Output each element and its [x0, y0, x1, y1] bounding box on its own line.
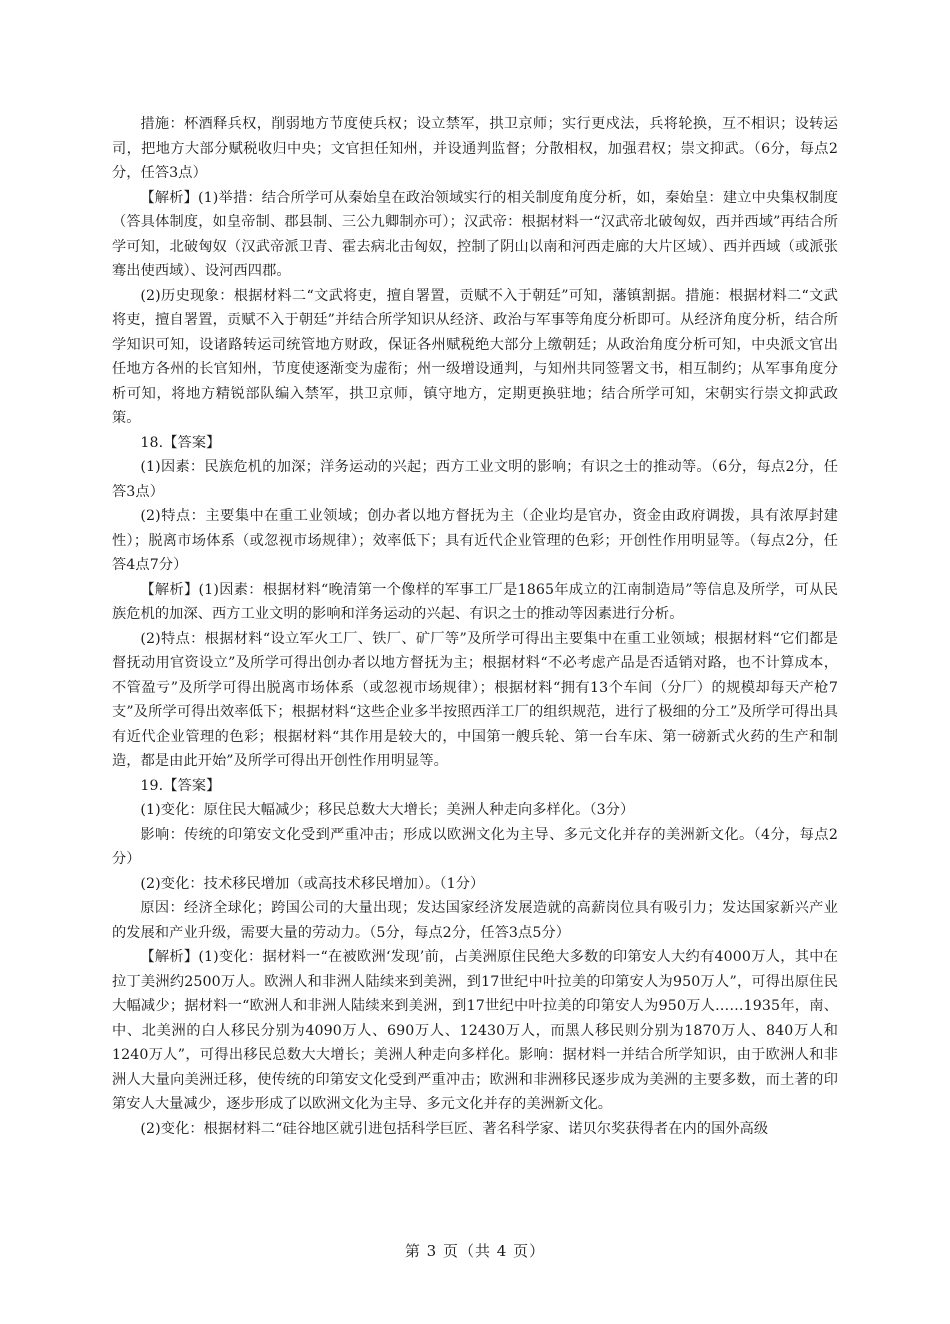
heading-answer-18: 18.【答案】 — [140, 434, 221, 451]
paragraph-analysis-19-2: (2)变化：根据材料二“硅谷地区就引进包括科学巨匠、著名科学家、诺贝尔奖获得者在内的国外高级 — [140, 1120, 769, 1137]
paragraph-analysis-19-1: 【解析】(1)变化：据材料一“在被欧洲‘发现’前，占美洲原住民绝大多数的印第安人大约有4000万人，其中在拉丁美洲约2500万人。欧洲人和非洲人陆续来到美洲，到17世纪中叶拉美的印第安人为950万人”，可得出原住民大幅减少；据材料一“欧洲人和非洲人陆续来到美洲，到17世纪中叶拉美的印第安人为950万人……1935年，南、中、北美洲的白人移民分别为4090万人、690万人、12430万人，而黑人移民则分别为1870万人、840万人和1240万人”，可得出移民总数大大增长；美洲人种走向多样化。影响：据材料一并结合所学知识，由于欧洲人和非洲人大量向美洲迁移，使传统的印第安文化受到严重冲击；欧洲和非洲移民逐步成为美洲的主要多数，而土著的印第安人大量减少，逐步形成了以欧洲文化为主导、多元文化并存的美洲新文化。 — [112, 949, 838, 1112]
paragraph-answer-19-2-change: (2)变化：技术移民增加（或高技术移民增加）。（1分） — [140, 875, 485, 892]
paragraph-answer-19-1-impact: 影响：传统的印第安文化受到严重冲击；形成以欧洲文化为主导、多元文化并存的美洲新文化。（4分，每点2分） — [112, 826, 838, 867]
paragraph-answer-19-1-change: (1)变化：原住民大幅减少；移民总数大大增长；美洲人种走向多样化。（3分） — [140, 802, 635, 818]
page-number-footer: 第 3 页（共 4 页） — [404, 1242, 546, 1260]
paragraph-answer-18-2: (2)特点：主要集中在重工业领域；创办者以地方督抚为主（企业均是官办，资金由政府调拨，具有浓厚封建性）；脱离市场体系（或忽视市场规律）；效率低下；具有近代企业管理的色彩；开创性作用明显等。（每点2分，任答4点7分） — [112, 508, 838, 573]
paragraph-answer-19-2-reason: 原因：经济全球化；跨国公司的大量出现；发达国家经济发展造就的高薪岗位具有吸引力；发达国家新兴产业的发展和产业升级，需要大量的劳动力。（5分，每点2分，任答3点5分） — [112, 900, 838, 941]
paragraph-analysis-17-1: 【解析】(1)举措：结合所学可从秦始皇在政治领域实行的相关制度角度分析，如，秦始皇：建立中央集权制度（答具体制度，如皇帝制、郡县制、三公九卿制亦可）；汉武帝：根据材料一“汉武帝北破匈奴，西并西域”再结合所学可知，北破匈奴（汉武帝派卫青、霍去病北击匈奴，控制了阴山以南和河西走廊的大片区域）、西并西域（或派张骞出使西域）、设河西四郡。 — [112, 189, 838, 279]
paragraph-measures: 措施：杯酒释兵权，削弱地方节度使兵权；设立禁军，拱卫京师；实行更戍法，兵将轮换，互不相识；设转运司，把地方大部分赋税收归中央；文官担任知州，并设通判监督；分散相权，加强君权；崇文抑武。（6分，每点2分，任答3点） — [112, 116, 838, 181]
paragraph-analysis-18-2: (2)特点：根据材料“设立军火工厂、铁厂、矿厂等”及所学可得出主要集中在重工业领域；根据材料“它们都是督抚动用官资设立”及所学可得出创办者以地方督抚为主；根据材料“不必考虑产品是否适销对路，也不计算成本，不管盈亏”及所学可得出脱离市场体系（或忽视市场规律）；根据材料“拥有13个车间（分厂）的规模却每天产枪7支”及所学可得出效率低下；根据材料“这些企业多半按照西洋工厂的组织规范，进行了极细的分工”及所学可得出具有近代企业管理的色彩；根据材料“其作用是较大的，中国第一艘兵轮、第一台车床、第一磅新式火药的生产和制造，都是由此开始”及所学可得出开创性作用明显等。 — [112, 630, 838, 769]
page-body — [112, 112, 838, 1141]
paragraph-analysis-17-2: (2)历史现象：根据材料二“文武将吏，擅自署置，贡赋不入于朝廷”可知，藩镇割据。措施：根据材料二“文武将吏，擅自署置，贡赋不入于朝廷”并结合所学知识从经济、政治与军事等角度分析即可。从经济角度分析，结合所学知识可知，设诸路转运司统管地方财政，保证各州赋税绝大部分上缴朝廷；从政治角度分析可知，中央派文官出任地方各州的长官知州，节度使逐渐变为虚衔；州一级增设通判，与知州共同签署文书，相互制约；从军事角度分析可知，将地方精锐部队编入禁军，拱卫京师，镇守地方，定期更换驻地；结合所学可知，宋朝实行崇文抑武政策。 — [112, 287, 838, 426]
heading-answer-19: 19.【答案】 — [140, 777, 221, 794]
paragraph-analysis-18-1: 【解析】(1)因素：根据材料“晚清第一个像样的军事工厂是1865年成立的江南制造局”等信息及所学，可从民族危机的加深、西方工业文明的影响和洋务运动的兴起、有识之士的推动等因素进行分析。 — [112, 581, 838, 622]
paragraph-answer-18-1: (1)因素：民族危机的加深；洋务运动的兴起；西方工业文明的影响；有识之士的推动等。（6分，每点2分，任答3点） — [112, 459, 838, 500]
